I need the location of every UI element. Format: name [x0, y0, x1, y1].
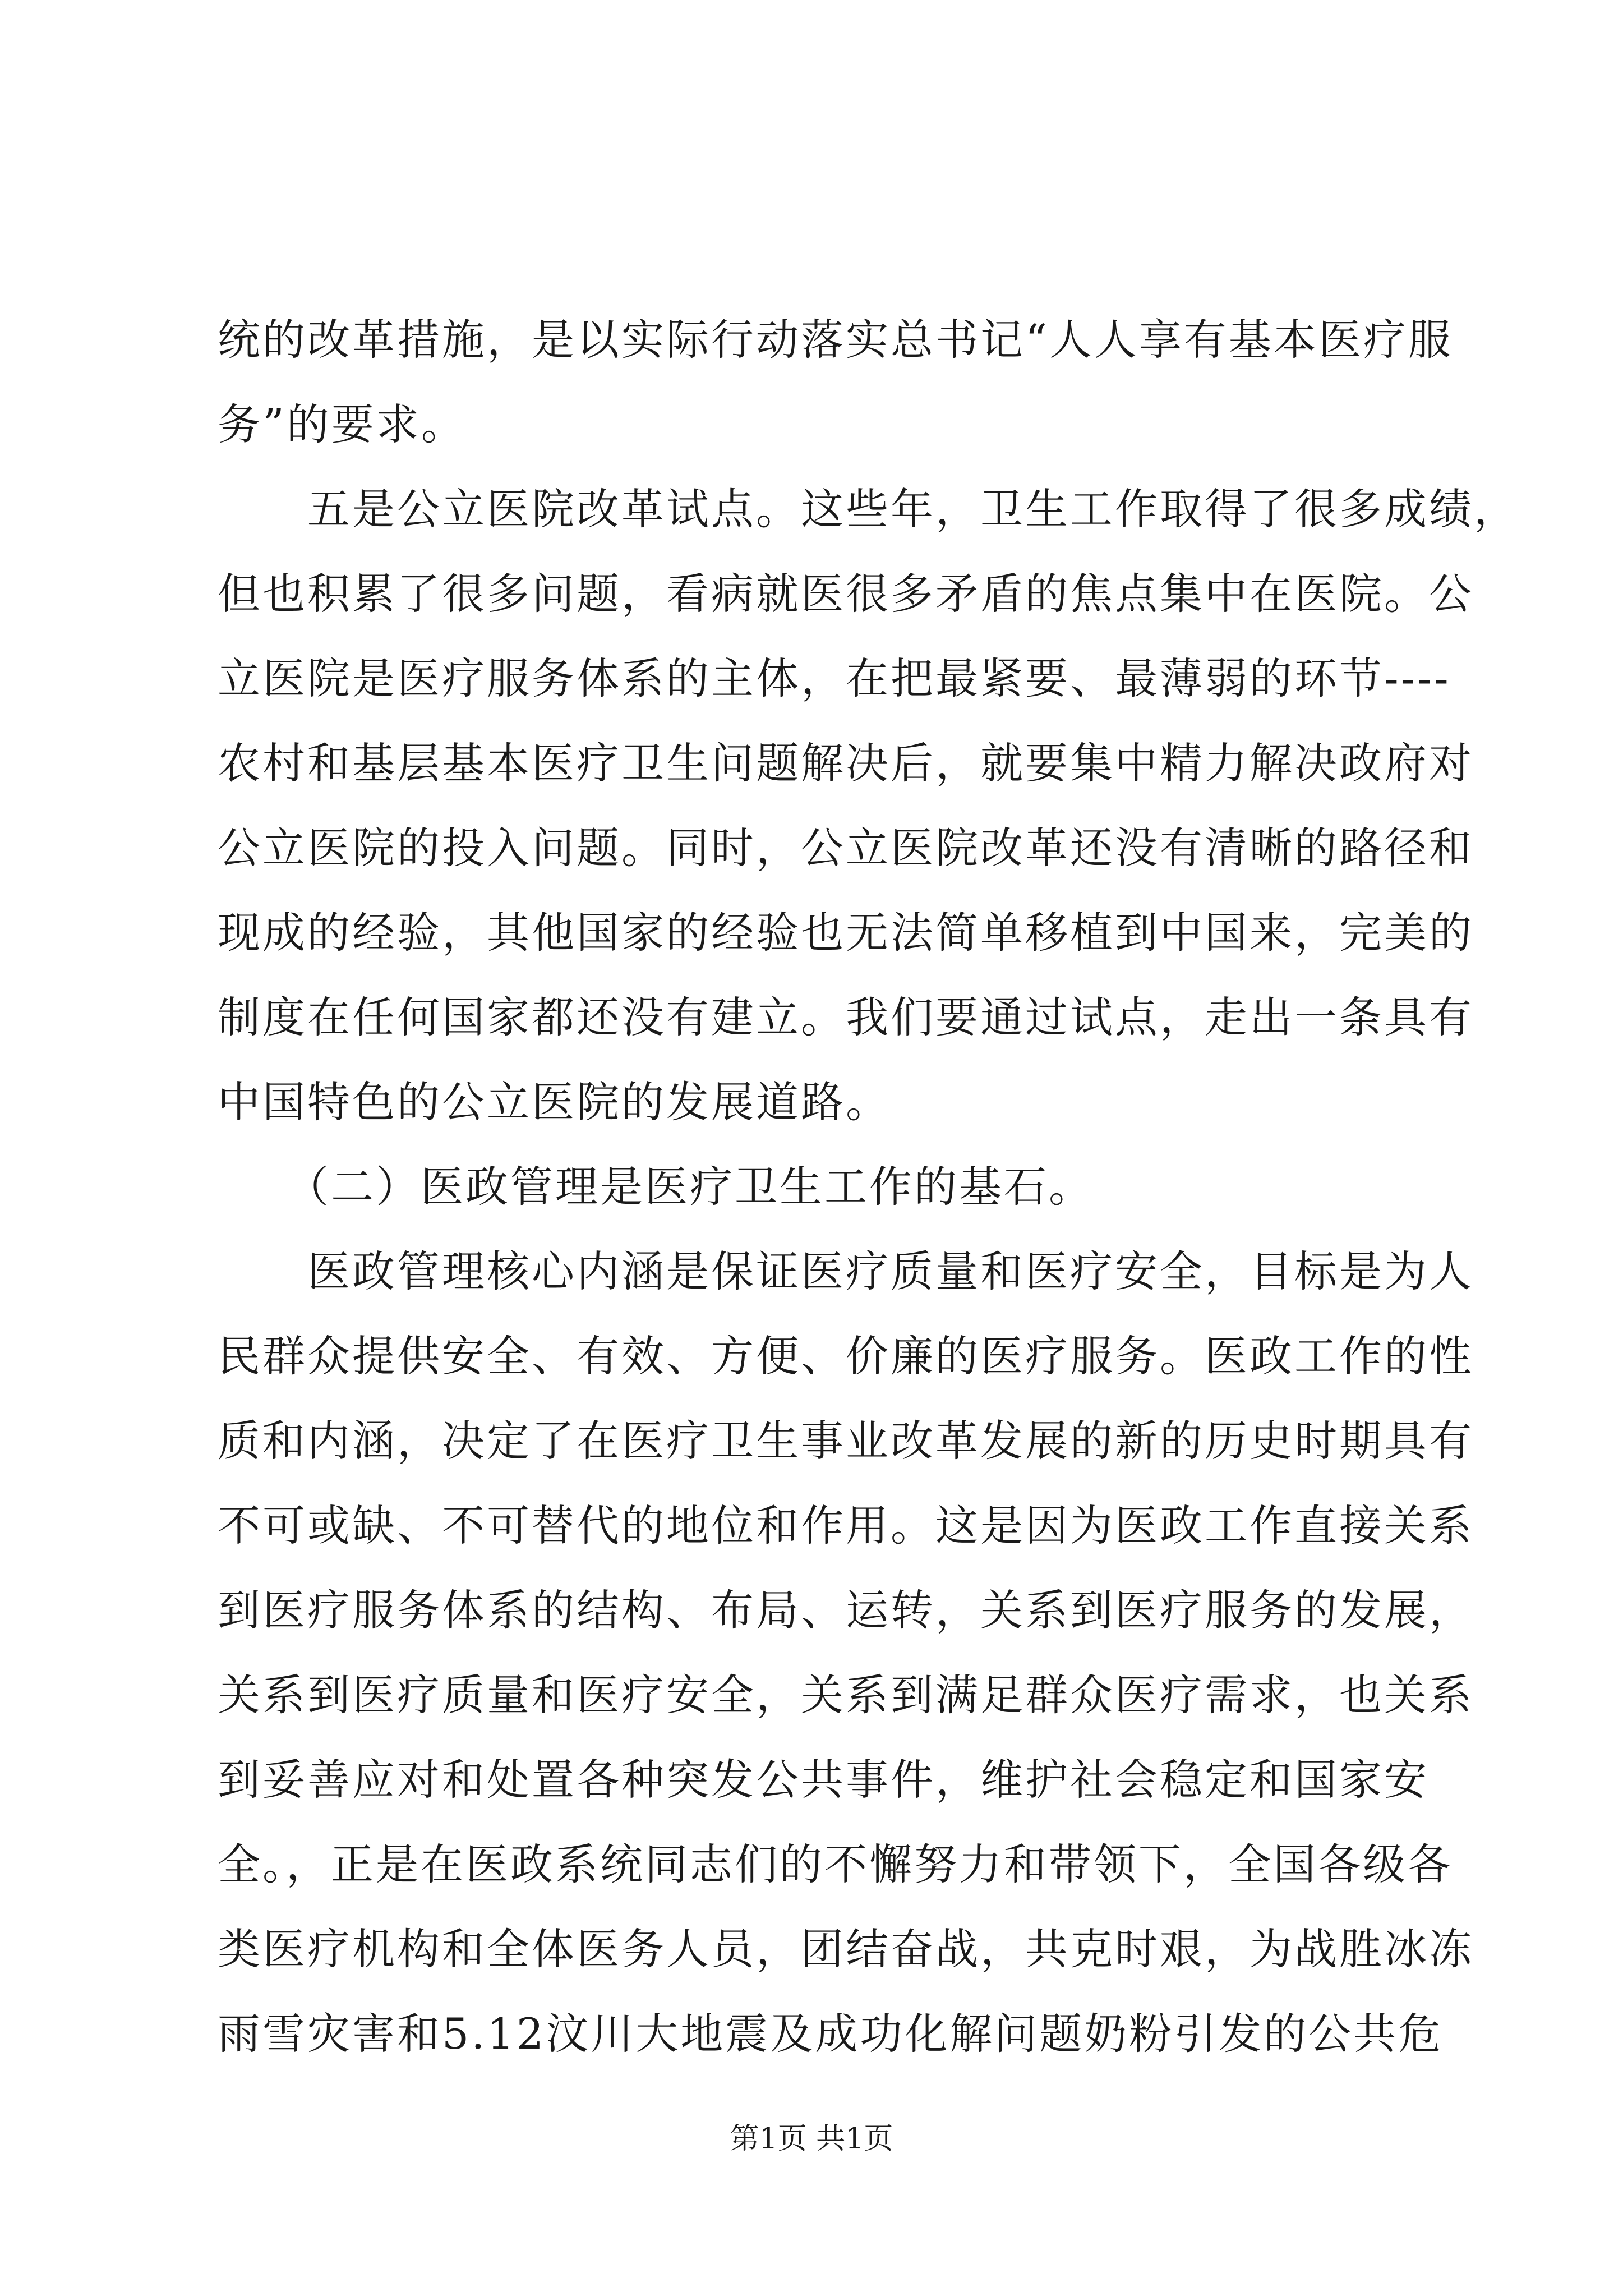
- text-line: 雨雪灾害和5.12汶川大地震及成功化解问题奶粉引发的公共危: [218, 2009, 1444, 2059]
- text-line: 全。，正是在医政系统同志们的不懈努力和带领下，全国各级各: [218, 1839, 1453, 1889]
- text-line: 现成的经验，其他国家的经验也无法简单移植到中国来，完美的: [218, 908, 1474, 958]
- text-line: 类医疗机构和全体医务人员，团结奋战，共克时艰，为战胜冰冻: [218, 1924, 1474, 1974]
- text-line: 医政管理核心内涵是保证医疗质量和医疗安全，目标是为人: [218, 1246, 1474, 1296]
- text-line: 质和内涵，决定了在医疗卫生事业改革发展的新的历史时期具有: [218, 1416, 1474, 1466]
- text-line: 农村和基层基本医疗卫生问题解决后，就要集中精力解决政府对: [218, 738, 1474, 788]
- page-footer: 第1页 共1页: [730, 2122, 893, 2156]
- text-line: 民群众提供安全、有效、方便、价廉的医疗服务。医政工作的性: [218, 1331, 1474, 1381]
- text-line: 中国特色的公立医院的发展道路。: [218, 1077, 891, 1127]
- text-line: 统的改革措施，是以实际行动落实总书记“人人享有基本医疗服: [218, 315, 1453, 365]
- text-line: 制度在任何国家都还没有建立。我们要通过试点，走出一条具有: [218, 992, 1474, 1042]
- body-text: [218, 297, 1519, 2076]
- text-line: 务”的要求。: [218, 399, 466, 449]
- text-line: 五是公立医院改革试点。这些年，卫生工作取得了很多成绩，: [218, 484, 1519, 534]
- text-line: 到妥善应对和处置各种突发公共事件，维护社会稳定和国家安: [218, 1755, 1429, 1805]
- section-heading: （二）医政管理是医疗卫生工作的基石。: [218, 1162, 1094, 1212]
- text-line: 不可或缺、不可替代的地位和作用。这是因为医政工作直接关系: [218, 1501, 1474, 1550]
- text-line: 到医疗服务体系的结构、布局、运转，关系到医疗服务的发展，: [218, 1585, 1474, 1635]
- text-line: 立医院是医疗服务体系的主体，在把最紧要、最薄弱的环节----: [218, 654, 1451, 703]
- text-line: 公立医院的投入问题。同时，公立医院改革还没有清晰的路径和: [218, 823, 1474, 873]
- text-line: 但也积累了很多问题，看病就医很多矛盾的焦点集中在医院。公: [218, 569, 1474, 619]
- text-line: 关系到医疗质量和医疗安全，关系到满足群众医疗需求，也关系: [218, 1670, 1474, 1720]
